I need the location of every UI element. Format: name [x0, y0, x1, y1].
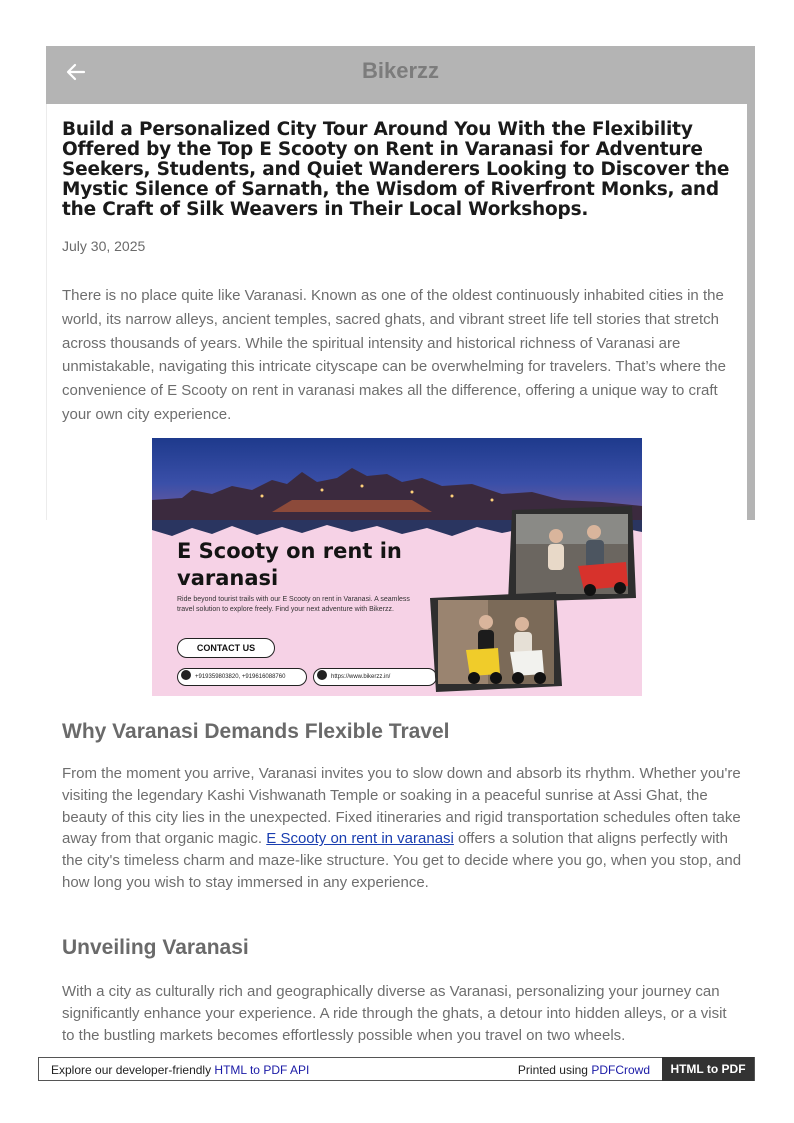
- banner-website-pill: [313, 668, 437, 686]
- phone-icon: [181, 670, 191, 680]
- globe-icon: [317, 670, 327, 680]
- footer-printed: [518, 1063, 650, 1077]
- promo-banner-image: [152, 438, 642, 696]
- footer-promo: [51, 1063, 309, 1077]
- footer-promo-text: Explore our developer-friendly: [51, 1063, 215, 1077]
- banner-title-line1: E Scooty on rent in: [177, 539, 402, 563]
- footer-printed-text: Printed using: [517, 1063, 592, 1077]
- html-to-pdf-api-link[interactable]: HTML to PDF API: [214, 1063, 310, 1077]
- banner-phone-pill: [177, 668, 307, 686]
- html-to-pdf-button[interactable]: HTML to PDF: [662, 1057, 754, 1081]
- scooter-riders-photo-bottom: [430, 592, 562, 692]
- top-app-bar: [46, 46, 755, 104]
- intro-paragraph: There is no place quite like Varanasi. Known as one of the oldest continuously inhabited cities in the world, its narrow alleys, ancient temples, sacred ghats, and vibrant street life tell stories that stretch across thousands of years. While the spiritual intensity and historical richness of Varanasi are unmistakable, navigating this intricate cityscape can be overwhelming for travelers. That’s where the convenience of E Scooty on rent in varanasi makes all the difference, offering a unique way to craft your own city experience.: [62, 287, 726, 423]
- section-heading-unveiling-varanasi: Unveiling Varanasi: [62, 936, 249, 959]
- banner-website: https://www.bikerzz.in/: [331, 674, 391, 680]
- pdfcrowd-footer: [38, 1057, 755, 1081]
- article-title: Build a Personalized City Tour Around You With the Flexibility Offered by the Top E Scooty on Rent in Varanasi for Adventure Seekers, Students, and Quiet Wanderers Looking to Discover the Mystic Silence of Sarnath, the Wisdom of Riverfront Monks, and the Craft of Silk Weavers in Their Local Workshops.: [62, 119, 730, 220]
- paragraph-text: offers a solution that aligns perfectly with the city's timeless charm and maze-like structure. You get to decide where you go, when you stop, and how long you wish to stay immersed in any experience.: [62, 830, 742, 891]
- section-heading-why-varanasi: Why Varanasi Demands Flexible Travel: [62, 720, 450, 743]
- paragraph-text: From the moment you arrive, Varanasi invites you to slow down and absorb its rhythm. Whether you're visiting the legendary Kashi Vishwanath Temple or soaking in a peaceful sunrise at Assi Ghat, the beauty of this city lies in the unexpected. Fixed itineraries and rigid transportation schedules often take away from that organic magic.: [62, 765, 741, 848]
- brand-title: Bikerzz: [361, 58, 440, 83]
- contact-us-button[interactable]: CONTACT US: [177, 638, 275, 658]
- section-paragraph-why-varanasi: [62, 763, 742, 894]
- pdfcrowd-link[interactable]: PDFCrowd: [591, 1063, 650, 1077]
- article-date: July 30, 2025: [62, 238, 146, 254]
- scooter-riders-photo-top: [508, 506, 636, 602]
- e-scooty-rent-link[interactable]: E Scooty on rent in varanasi: [266, 830, 454, 848]
- banner-title: [177, 538, 402, 592]
- content-border: [46, 104, 47, 520]
- banner-phones: +919359803820, +919616088760: [195, 674, 286, 680]
- scrollbar[interactable]: [747, 104, 755, 520]
- section-paragraph-unveiling-varanasi: With a city as culturally rich and geographically diverse as Varanasi, personalizing your journey can significantly enhance your experience. A ride through the ghats, a detour into hidden alleys, or a visit to the bustling markets becomes effortlessly possible when you travel on two wheels.: [62, 983, 727, 1044]
- banner-title-line2: varanasi: [177, 566, 279, 590]
- banner-description: Ride beyond tourist trails with our E Scooty on rent in Varanasi. A seamless travel solution to explore freely. Find your next adventure with Bikerzz.: [177, 596, 410, 613]
